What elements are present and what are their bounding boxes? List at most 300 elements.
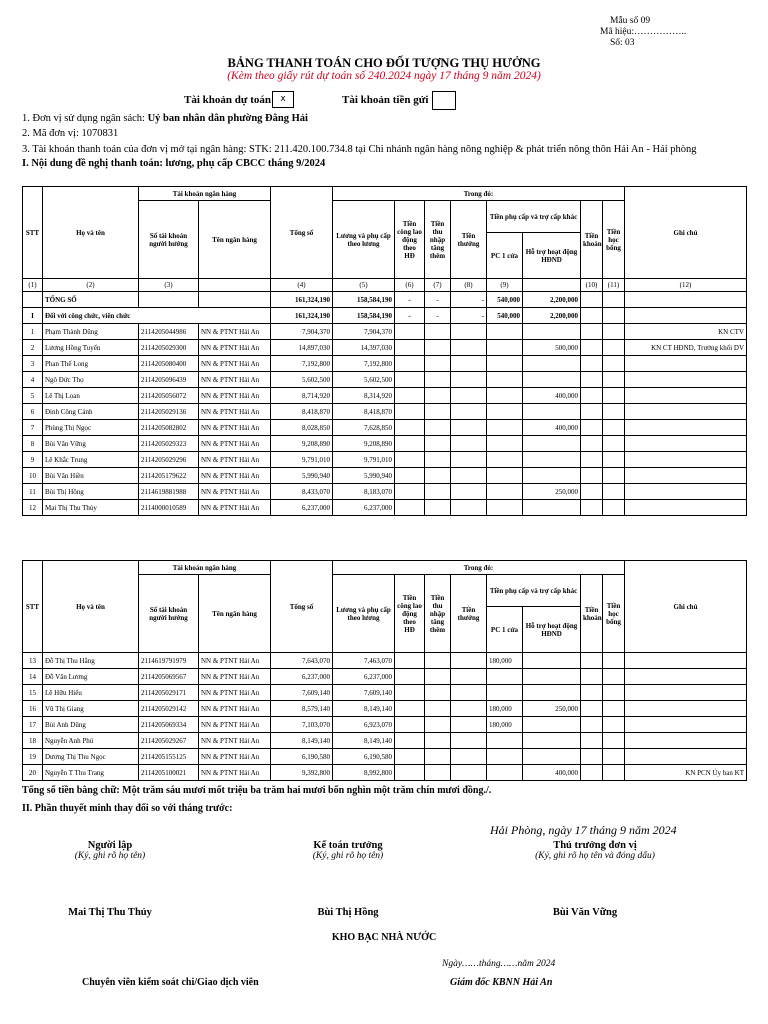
payment-table-page1 [22, 186, 747, 516]
row-account-number: 2114205029323 [139, 436, 199, 452]
table-row [23, 484, 747, 500]
row-bank-name: NN & PTNT Hải An [199, 388, 271, 404]
table-row [23, 452, 747, 468]
row-pc1 [487, 388, 523, 404]
row-total: 8,714,920 [271, 388, 333, 404]
row-contract [581, 749, 603, 765]
row-pc1 [487, 749, 523, 765]
row-bonus [451, 388, 487, 404]
row-stt: 11 [23, 484, 43, 500]
row-name: Lê Khắc Trung [43, 452, 139, 468]
row-account-number: 2114619881988 [139, 484, 199, 500]
group-stt: I [23, 308, 43, 324]
row-salary: 8,418,870 [333, 404, 395, 420]
table-row [23, 372, 747, 388]
form-info [600, 16, 686, 49]
row-extra-income [425, 452, 451, 468]
row-labor [395, 356, 425, 372]
row-bank-name: NN & PTNT Hải An [199, 452, 271, 468]
row-pc1 [487, 468, 523, 484]
group-extra: - [425, 308, 451, 324]
header-extra-income: Tiền thu nhập tăng thêm [425, 201, 451, 279]
row-scholarship [603, 420, 625, 436]
row-extra-income [425, 500, 451, 516]
column-number: (1) [23, 279, 43, 292]
row-scholarship [603, 685, 625, 701]
row-pc1 [487, 685, 523, 701]
grand-total-row [23, 292, 747, 308]
row-contract [581, 685, 603, 701]
row-name: Mai Thị Thu Thủy [43, 500, 139, 516]
row-bonus [451, 404, 487, 420]
row-support: 250,000 [523, 484, 581, 500]
row-support [523, 685, 581, 701]
row-bank-name: NN & PTNT Hải An [199, 749, 271, 765]
row-bonus [451, 484, 487, 500]
row-bank-name: NN & PTNT Hải An [199, 733, 271, 749]
table-row [23, 356, 747, 372]
signer-preparer [40, 840, 180, 861]
row-account-number: 2114619791979 [139, 653, 199, 669]
row-support [523, 468, 581, 484]
row-stt: 15 [23, 685, 43, 701]
row-salary: 8,992,800 [333, 765, 395, 781]
row-note [625, 452, 747, 468]
row-bonus [451, 340, 487, 356]
row-scholarship [603, 733, 625, 749]
table-row [23, 436, 747, 452]
row-support: 250,000 [523, 701, 581, 717]
row-contract [581, 420, 603, 436]
total-in-words: Tổng số tiền bằng chữ: Một trăm sáu mươi mốt triệu ba trăm hai mươi bốn nghìn một trăm chín mươi đồng./. [22, 785, 492, 796]
row-name: Nguyễn Anh Phú [43, 733, 139, 749]
table-row [23, 749, 747, 765]
row-bank-name: NN & PTNT Hải An [199, 653, 271, 669]
grand-total-support: 2,200,000 [523, 292, 581, 308]
row-contract [581, 717, 603, 733]
row-labor [395, 340, 425, 356]
row-total: 8,579,140 [271, 701, 333, 717]
row-bonus [451, 500, 487, 516]
row-total: 9,392,800 [271, 765, 333, 781]
row-salary: 5,990,940 [333, 468, 395, 484]
header-bank-name: Tên ngân hàng [199, 201, 271, 279]
row-support [523, 372, 581, 388]
row-contract [581, 484, 603, 500]
grand-total-extra: - [425, 292, 451, 308]
row-salary: 7,609,140 [333, 685, 395, 701]
row-pc1 [487, 356, 523, 372]
group-support: 2,200,000 [523, 308, 581, 324]
row-stt: 13 [23, 653, 43, 669]
row-extra-income [425, 701, 451, 717]
row-contract [581, 356, 603, 372]
row-total: 6,237,000 [271, 669, 333, 685]
row-name: Đỗ Văn Lương [43, 669, 139, 685]
grand-total-amount: 161,324,190 [271, 292, 333, 308]
row-contract [581, 500, 603, 516]
row-scholarship [603, 388, 625, 404]
row-name: Phan Thế Long [43, 356, 139, 372]
row-note [625, 669, 747, 685]
row-total: 14,897,030 [271, 340, 333, 356]
row-salary: 6,237,000 [333, 669, 395, 685]
header-allowance: Tiền phụ cấp và trợ cấp khác [487, 201, 581, 233]
row-salary: 14,397,030 [333, 340, 395, 356]
header-allowance: Tiền phụ cấp và trợ cấp khác [487, 575, 581, 607]
row-labor [395, 436, 425, 452]
row-pc1 [487, 500, 523, 516]
header-bank-account: Tài khoản ngân hàng [139, 187, 271, 201]
row-account-number: 2114205179622 [139, 468, 199, 484]
column-number: (8) [451, 279, 487, 292]
signer-preparer-name: Mai Thị Thu Thủy [68, 907, 152, 918]
treasury-title: KHO BẠC NHÀ NƯỚC [331, 932, 437, 943]
table-row [23, 404, 747, 420]
row-contract [581, 388, 603, 404]
deposit-account-checkbox[interactable] [432, 91, 456, 110]
row-note [625, 685, 747, 701]
row-name: Đinh Công Cảnh [43, 404, 139, 420]
signer-head-name: Bùi Văn Vững [552, 907, 618, 918]
row-scholarship [603, 701, 625, 717]
row-scholarship [603, 468, 625, 484]
row-bonus [451, 669, 487, 685]
row-labor [395, 420, 425, 436]
grand-total-salary: 158,584,190 [333, 292, 395, 308]
signer-preparer-note: (Ký, ghi rõ họ tên) [74, 851, 146, 861]
row-total: 5,990,940 [271, 468, 333, 484]
section-2-heading: II. Phần thuyết minh thay đổi so với tháng trước: [22, 803, 233, 814]
header-total: Tổng số [271, 187, 333, 279]
column-number-row [23, 279, 747, 292]
row-account-number: 2114205069334 [139, 717, 199, 733]
row-name: Bùi Thị Hồng [43, 484, 139, 500]
row-scholarship [603, 765, 625, 781]
row-contract [581, 372, 603, 388]
row-note [625, 717, 747, 733]
row-bank-name: NN & PTNT Hải An [199, 372, 271, 388]
row-bank-name: NN & PTNT Hải An [199, 324, 271, 340]
row-pc1 [487, 372, 523, 388]
header-name: Họ và tên [43, 561, 139, 653]
grand-total-pc1: 540,000 [487, 292, 523, 308]
header-account-number: Số tài khoản người hưởng [139, 201, 199, 279]
row-stt: 10 [23, 468, 43, 484]
row-extra-income [425, 372, 451, 388]
row-stt: 4 [23, 372, 43, 388]
table-row [23, 324, 747, 340]
row-note [625, 749, 747, 765]
section-1-heading: I. Nội dung đề nghị thanh toán: lương, phụ cấp CBCC tháng 9/2024 [22, 158, 326, 169]
row-salary: 9,791,010 [333, 452, 395, 468]
row-support [523, 436, 581, 452]
row-labor [395, 388, 425, 404]
row-note [625, 404, 747, 420]
header-pc1: PC 1 cửa [487, 233, 523, 279]
row-scholarship [603, 749, 625, 765]
header-salary: Lương và phụ cấp theo lương [333, 575, 395, 653]
row-salary: 8,149,140 [333, 701, 395, 717]
row-account-number: 2114000010589 [139, 500, 199, 516]
row-name: Bùi Văn Vững [43, 436, 139, 452]
row-bank-name: NN & PTNT Hải An [199, 340, 271, 356]
row-stt: 20 [23, 765, 43, 781]
row-support [523, 669, 581, 685]
form-code: Mã hiệu:…………….. [600, 27, 687, 37]
row-contract [581, 340, 603, 356]
table-row [23, 717, 747, 733]
row-labor [395, 765, 425, 781]
row-account-number: 2114205029300 [139, 340, 199, 356]
row-total: 8,418,870 [271, 404, 333, 420]
row-labor [395, 484, 425, 500]
signer-preparer-title: Người lập [87, 840, 133, 851]
row-note [625, 484, 747, 500]
row-account-number: 2114205056072 [139, 388, 199, 404]
row-labor [395, 653, 425, 669]
row-total: 7,103,070 [271, 717, 333, 733]
row-salary: 7,192,800 [333, 356, 395, 372]
row-note [625, 701, 747, 717]
row-stt: 17 [23, 717, 43, 733]
header-total: Tổng số [271, 561, 333, 653]
header-account-number: Số tài khoản người hưởng [139, 575, 199, 653]
row-extra-income [425, 356, 451, 372]
row-extra-income [425, 340, 451, 356]
form-number: Mẫu số 09 [610, 16, 651, 26]
row-total: 7,609,140 [271, 685, 333, 701]
column-number: (4) [271, 279, 333, 292]
row-pc1 [487, 733, 523, 749]
row-total: 7,643,070 [271, 653, 333, 669]
row-total: 8,433,070 [271, 484, 333, 500]
row-pc1 [487, 404, 523, 420]
treasury-date: Ngày……tháng……năm 2024 [442, 959, 556, 969]
row-pc1 [487, 765, 523, 781]
row-account-number: 2114205029136 [139, 404, 199, 420]
row-bonus [451, 436, 487, 452]
signer-accountant [278, 840, 418, 861]
row-extra-income [425, 420, 451, 436]
row-salary: 6,190,580 [333, 749, 395, 765]
row-scholarship [603, 404, 625, 420]
row-total: 7,904,370 [271, 324, 333, 340]
row-account-number: 2114205029171 [139, 685, 199, 701]
row-bank-name: NN & PTNT Hải An [199, 436, 271, 452]
row-bank-name: NN & PTNT Hải An [199, 685, 271, 701]
row-bonus [451, 701, 487, 717]
header-stt: STT [23, 561, 43, 653]
row-bonus [451, 356, 487, 372]
row-stt: 12 [23, 500, 43, 516]
unit-name-value: Uỷ ban nhân dân phường Đằng Hải [147, 113, 308, 124]
row-note: KN CTV [625, 324, 747, 340]
row-scholarship [603, 324, 625, 340]
row-total: 6,237,000 [271, 500, 333, 516]
row-scholarship [603, 452, 625, 468]
row-pc1 [487, 669, 523, 685]
row-support [523, 356, 581, 372]
row-bank-name: NN & PTNT Hải An [199, 701, 271, 717]
row-account-number: 2114205029142 [139, 701, 199, 717]
header-bonus: Tiền thưởng [451, 575, 487, 653]
signer-head-note: (Ký, ghi rõ họ tên và đóng dấu) [535, 851, 655, 861]
row-salary: 8,314,920 [333, 388, 395, 404]
row-bank-name: NN & PTNT Hải An [199, 356, 271, 372]
row-account-number: 2114205096439 [139, 372, 199, 388]
table-row [23, 388, 747, 404]
row-account-number: 2114205029267 [139, 733, 199, 749]
column-number [199, 279, 271, 292]
group-label: Đối với công chức, viên chức [43, 308, 271, 324]
row-contract [581, 324, 603, 340]
row-note: KN CT HĐND, Trưởng khối DV [625, 340, 747, 356]
row-salary: 7,628,850 [333, 420, 395, 436]
row-support [523, 717, 581, 733]
column-number [523, 279, 581, 292]
row-pc1 [487, 420, 523, 436]
row-pc1 [487, 324, 523, 340]
row-labor [395, 749, 425, 765]
row-account-number: 2114205069567 [139, 669, 199, 685]
row-note [625, 733, 747, 749]
row-scholarship [603, 669, 625, 685]
row-bank-name: NN & PTNT Hải An [199, 484, 271, 500]
row-pc1: 180,000 [487, 717, 523, 733]
header-scholarship: Tiền học bổng [603, 201, 625, 279]
row-scholarship [603, 717, 625, 733]
row-pc1 [487, 340, 523, 356]
signer-accountant-title: Kế toán trưởng [313, 840, 383, 851]
row-salary: 8,149,140 [333, 733, 395, 749]
unit-name-line [22, 113, 308, 124]
column-number: (6) [395, 279, 425, 292]
treasury-director: Giám đốc KBNN Hải An [450, 977, 553, 988]
row-support [523, 749, 581, 765]
row-name: Đỗ Thị Thu Hằng [43, 653, 139, 669]
table-row [23, 500, 747, 516]
table-row [23, 765, 747, 781]
row-name: Phùng Thị Ngọc [43, 420, 139, 436]
row-note [625, 372, 747, 388]
row-salary: 9,208,890 [333, 436, 395, 452]
row-stt: 18 [23, 733, 43, 749]
signer-accountant-name: Bùi Thị Hồng [317, 907, 379, 918]
row-bonus [451, 765, 487, 781]
row-support [523, 324, 581, 340]
row-account-number: 2114205082802 [139, 420, 199, 436]
row-labor [395, 669, 425, 685]
row-salary: 6,923,070 [333, 717, 395, 733]
header-note: Ghi chú [625, 187, 747, 279]
table-row [23, 340, 747, 356]
table-row [23, 685, 747, 701]
row-bank-name: NN & PTNT Hải An [199, 404, 271, 420]
row-total: 8,028,850 [271, 420, 333, 436]
date-place: Hải Phòng, ngày 17 tháng 9 năm 2024 [490, 823, 677, 837]
row-bonus [451, 653, 487, 669]
row-stt: 9 [23, 452, 43, 468]
row-name: Lương Hồng Tuyến [43, 340, 139, 356]
group-labor: - [395, 308, 425, 324]
budget-account-label: Tài khoản dự toán [184, 94, 271, 106]
row-name: Bùi Anh Dũng [43, 717, 139, 733]
row-bonus [451, 324, 487, 340]
row-bonus [451, 420, 487, 436]
row-contract [581, 404, 603, 420]
row-stt: 2 [23, 340, 43, 356]
row-bank-name: NN & PTNT Hải An [199, 669, 271, 685]
group-total: 161,324,190 [271, 308, 333, 324]
row-bonus [451, 468, 487, 484]
row-pc1 [487, 484, 523, 500]
row-name: Nguyễn T Thu Trang [43, 765, 139, 781]
header-bonus: Tiền thưởng [451, 201, 487, 279]
row-stt: 3 [23, 356, 43, 372]
row-extra-income [425, 388, 451, 404]
row-salary: 5,602,500 [333, 372, 395, 388]
row-scholarship [603, 484, 625, 500]
row-extra-income [425, 484, 451, 500]
row-labor [395, 733, 425, 749]
row-labor [395, 468, 425, 484]
row-extra-income [425, 685, 451, 701]
deposit-account-label: Tài khoản tiền gửi [342, 94, 429, 106]
row-support [523, 404, 581, 420]
budget-account-checkbox[interactable]: x [272, 91, 294, 108]
column-number: (10) [581, 279, 603, 292]
header-salary: Lương và phụ cấp theo lương [333, 201, 395, 279]
row-total: 7,192,800 [271, 356, 333, 372]
row-stt: 7 [23, 420, 43, 436]
header-stt: STT [23, 187, 43, 279]
row-labor [395, 404, 425, 420]
row-name: Bùi Văn Hiền [43, 468, 139, 484]
row-pc1 [487, 436, 523, 452]
row-stt: 8 [23, 436, 43, 452]
column-number: (3) [139, 279, 199, 292]
row-labor [395, 372, 425, 388]
row-note [625, 436, 747, 452]
row-contract [581, 468, 603, 484]
row-account-number: 2114205155125 [139, 749, 199, 765]
group-bonus: - [451, 308, 487, 324]
row-scholarship [603, 372, 625, 388]
table-row [23, 653, 747, 669]
group-row [23, 308, 747, 324]
row-note [625, 420, 747, 436]
row-extra-income [425, 468, 451, 484]
row-labor [395, 324, 425, 340]
row-stt: 5 [23, 388, 43, 404]
row-name: Phạm Thành Dũng [43, 324, 139, 340]
header-note: Ghi chú [625, 561, 747, 653]
header-name: Họ và tên [43, 187, 139, 279]
row-total: 9,208,890 [271, 436, 333, 452]
row-stt: 14 [23, 669, 43, 685]
row-support: 400,000 [523, 765, 581, 781]
row-salary: 7,463,070 [333, 653, 395, 669]
column-number: (7) [425, 279, 451, 292]
header-scholarship: Tiền học bổng [603, 575, 625, 653]
row-bank-name: NN & PTNT Hải An [199, 468, 271, 484]
row-scholarship [603, 340, 625, 356]
column-number: (11) [603, 279, 625, 292]
row-total: 8,149,140 [271, 733, 333, 749]
row-note [625, 468, 747, 484]
row-scholarship [603, 500, 625, 516]
